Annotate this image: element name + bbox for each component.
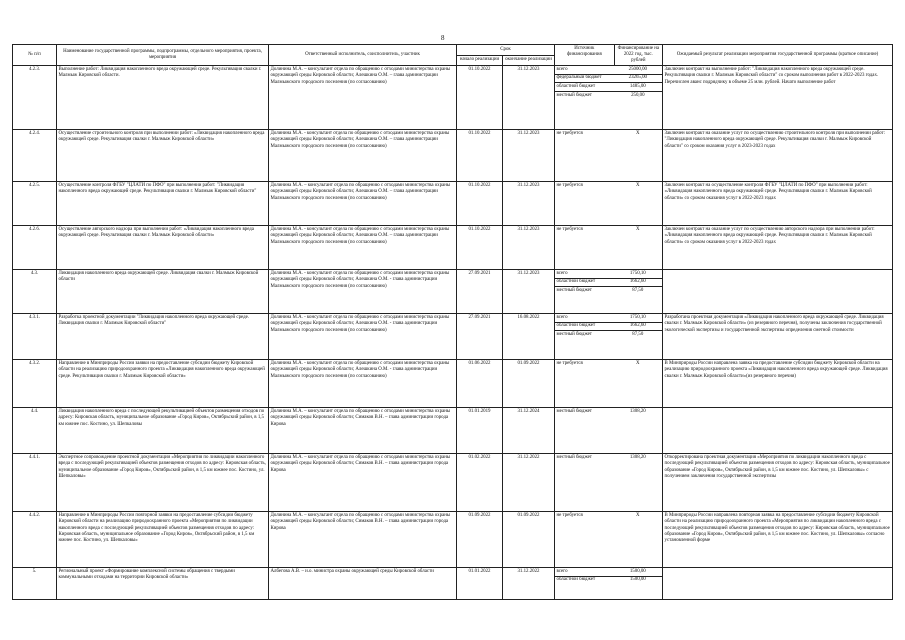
- financing-source: местный бюджет: [556, 288, 592, 294]
- row-financing: [555, 408, 663, 454]
- row-result: [663, 568, 893, 600]
- row-financing: [555, 314, 663, 360]
- table-row: [13, 360, 893, 408]
- row-result: Заключен контракт на оказание услуг по осуществлению строительного контроля при выполнении работ: "Ликвидация накопленного вреда окружающей среде. Рекультивация свалки г. Малмыж Кировской области" со сроком оказания услуг в 2023-2023 годах: [663, 130, 893, 182]
- table-row: [13, 66, 893, 130]
- financing-line: [555, 568, 662, 576]
- financing-source: всего: [555, 270, 614, 278]
- financing-line: [555, 322, 662, 331]
- row-name: Ликвидация накопленного вреда окружающей среде. Ликвидация свалки г. Малмыж Кировской области: [57, 270, 269, 314]
- table-body: [13, 66, 893, 600]
- row-number: 5.: [13, 568, 57, 600]
- financing-amount: 25000,00: [614, 66, 662, 74]
- table-row: [13, 226, 893, 270]
- row-result: Разработана проектная документация «Ликвидация накопленного вреда окружающей среде. Ликвидация свалки г. Малмыж Кировской области» (из резервного перечня), получены заключения государственной экологической экспертизы и государственной экспертизы определения сметной стоимости: [663, 314, 893, 360]
- row-name: Экспертное сопровождение проектной документации «Мероприятия по ликвидации накопленного вреда с последующей рекультивацией объектов размещения отходов по адресу: Кировская область, муниципальное образование «Город Киров», Октябрьский район, в 1,5 км южнее пос. Костино, ул. Шепкаловы»: [57, 454, 269, 512]
- financing-amount: Х: [636, 226, 640, 232]
- row-result: Заключен контракт на выполнение работ: "Ликвидация накопленного вреда окружающей среде. Рекультивация свалки г. Малмыж Кировской области" со сроком выполнения работ в 2022-2023 годах. Перечислен аванс подрядчику в объеме 25 млн. рублей. Начато выполнение работ: [663, 66, 893, 130]
- row-executor: Долинина М.А. – консультант отдела по обращению с отходами министерства охраны окружающей среды Кировской области; Симаков В.Н. – глава администрации города Кирова: [269, 454, 457, 512]
- row-end: 31.12.2024: [503, 408, 555, 454]
- row-financing: [555, 130, 663, 182]
- financing-source: всего: [555, 568, 614, 576]
- row-start: 01.02.2022: [457, 454, 503, 512]
- row-executor: Долинина М.А. - консультант отдела по обращению с отходами министерства охраны окружающей среды Кировской области; Алешкина О.М. - глава администрации Малмыжского городского поселения (по согласованию): [269, 360, 457, 408]
- financing-source: всего: [555, 66, 614, 74]
- row-number: 4.3.1.: [13, 314, 57, 360]
- header-result: Ожидаемый результат реализации мероприятия государственной программы (краткое описание): [663, 45, 893, 66]
- financing-source: не требуется: [556, 130, 583, 136]
- financing-amount: Х: [636, 512, 640, 518]
- row-name: Региональный проект «Формирование комплексной системы обращения с твердыми коммунальными отходами на территории Кировской области»: [57, 568, 269, 600]
- row-start: 27.09.2021: [457, 270, 503, 314]
- row-financing: [555, 182, 663, 226]
- header-no: № п/п: [13, 45, 57, 66]
- financing-line: [555, 83, 662, 92]
- financing-amount: 1308,20: [629, 454, 646, 460]
- row-number: 4.4.2.: [13, 512, 57, 568]
- header-financing: [555, 45, 663, 66]
- row-start: 01.10.2022: [457, 66, 503, 130]
- row-name: Ликвидация накопленного вреда с последующей рекультивацией объектов размещения отходов по адресу: Кировская область, муниципальное образование «Город Киров», Октябрьский район, в 1,5 км южнее пос. Костино, ул. Шепкаловы: [57, 408, 269, 454]
- row-end: 31.12.2022: [503, 454, 555, 512]
- row-executor: Долинина М.А. – консультант отдела по обращению с отходами министерства охраны окружающей среды Кировской области; Алешкина О.М. – глава администрации Малмыжского городского поселения (по согласованию): [269, 182, 457, 226]
- header-term: Срок: [457, 45, 555, 56]
- financing-source: областной бюджет: [555, 322, 614, 331]
- financing-amount: 87,50: [632, 332, 644, 338]
- financing-amount: Х: [636, 182, 640, 188]
- row-end: 31.12.2023: [503, 66, 555, 130]
- row-end: 16.08.2022: [503, 314, 555, 360]
- financing-line: [555, 182, 662, 190]
- row-number: 4.4.1.: [13, 454, 57, 512]
- financing-source: областной бюджет: [555, 83, 614, 92]
- row-end: 31.12.2023: [503, 226, 555, 270]
- row-start: 27.09.2021: [457, 314, 503, 360]
- table-row: [13, 182, 893, 226]
- row-name: Направление в Минприроды России заявки на предоставление субсидии бюджету Кировской области на реализацию природоохранного проекта «Ликвидация накопленного вреда окружающей среде. Рекультивация свалки г. Малмыж Кировской области»: [57, 360, 269, 408]
- financing-source: всего: [555, 314, 614, 322]
- row-executor: Долинина М.А. - консультант отдела по обращению с отходами министерства охраны окружающей среды Кировской области; Алешкина О.М. – глава администрации Малмыжского городского поселения (по согласованию): [269, 226, 457, 270]
- row-executor: Долинина М.А. – консультант отдела по обращению с отходами министерства охраны окружающей среды Кировской области; Симаков В.Н. – глава администрации города Кирова: [269, 408, 457, 454]
- row-financing: [555, 568, 663, 600]
- financing-line: [555, 226, 662, 234]
- row-start: 01.06.2022: [457, 360, 503, 408]
- financing-amount: 1308,20: [629, 408, 646, 414]
- table-row: [13, 454, 893, 512]
- financing-source: не требуется: [556, 360, 583, 366]
- financing-amount: 1500,00: [629, 577, 646, 583]
- financing-line: [555, 130, 662, 138]
- row-financing: [555, 360, 663, 408]
- page-number: 8: [441, 34, 445, 42]
- row-start: 01.09.2022: [457, 512, 503, 568]
- financing-source: не требуется: [556, 512, 583, 518]
- header-fin-amount: Финансирование на 2022 год, тыс. рублей: [617, 45, 660, 64]
- row-name: Выполнение работ: Ликвидация накопленного вреда окружающей среде. Рекультивация свалки г. Малмыж Кировской области.: [57, 66, 269, 130]
- row-executor: Долинина М.А. - консультант отдела по обращению с отходами министерства охраны окружающей среды Кировской области; Алешкина О.М. - глава администрации Малмыжского городского поселения (по согласованию): [269, 314, 457, 360]
- row-end: 31.12.2022: [503, 568, 555, 600]
- row-financing: [555, 454, 663, 512]
- row-executor: Долинина М.А. - консультант отдела по обращению с отходами министерства охраны окружающей среды Кировской области; Алешкина О.М. - глава администрации Малмыжского городского поселения (по согласованию): [269, 270, 457, 314]
- financing-line: [555, 66, 662, 74]
- row-end: 31.12.2023: [503, 130, 555, 182]
- row-end: 01.09.2022: [503, 360, 555, 408]
- header-start: начало реализации: [457, 55, 503, 66]
- financing-line: [555, 576, 662, 584]
- row-end: 31.12.2023: [503, 270, 555, 314]
- row-number: 4.2.6.: [13, 226, 57, 270]
- financing-line: [555, 287, 662, 295]
- row-result: [663, 408, 893, 454]
- row-start: 01.10.2022: [457, 182, 503, 226]
- row-start: 01.10.2022: [457, 130, 503, 182]
- row-executor: Албегова А.В. – и.о. министра охраны окружающей среды Кировской области: [269, 568, 457, 600]
- financing-source: не требуется: [556, 182, 583, 188]
- header-row: [13, 45, 893, 56]
- financing-amount: 23265,00: [614, 74, 662, 83]
- table-row: [13, 568, 893, 600]
- financing-amount: 1750,10: [614, 270, 662, 278]
- financing-line: [555, 454, 662, 462]
- row-number: 4.2.5.: [13, 182, 57, 226]
- financing-source: местный бюджет: [556, 92, 592, 98]
- financing-amount: 1662,60: [614, 322, 662, 331]
- row-executor: Долинина М.А. – консультант отдела по обращению с отходами министерства охраны окружающей среды Кировской области; Симаков В.Н. – глава администрации города Кирова: [269, 512, 457, 568]
- header-source: Источник финансирования: [555, 45, 614, 65]
- financing-amount: 1500,00: [614, 568, 662, 576]
- table-row: [13, 512, 893, 568]
- table-row: [13, 130, 893, 182]
- financing-amount: 1485,00: [614, 83, 662, 92]
- row-result: Заключен контракт на осуществление контроля ФГБУ "ЦЛАТИ по ПФО" при выполнении работ: «Ликвидация накопленного вреда окружающей среде. Рекультивация свалки г. Малмыж Кировской области» со сроком оказания услуг в 2022-2023 годах: [663, 182, 893, 226]
- row-result: Откорректирована проектная документация «Мероприятия по ликвидации накопленного вреда с последующей рекультивацией объектов размещения отходов по адресу: Кировская область, муниципальное образование «Город Киров», Октябрьский район, в 1,5 км южнее пос. Костино, ул. Шепкаловы» с получением заключения государственной экспертизы: [663, 454, 893, 512]
- financing-source: местный бюджет: [556, 332, 592, 338]
- financing-amount: Х: [636, 130, 640, 136]
- table-row: [13, 270, 893, 314]
- row-number: 4.3.2.: [13, 360, 57, 408]
- row-start: 01.10.2022: [457, 226, 503, 270]
- financing-source: местный бюджет: [556, 454, 592, 460]
- row-name: Осуществление контроля ФГБУ "ЦЛАТИ по ПФО" при выполнении работ: "Ликвидация накопленного вреда окружающей среде. Рекультивация свалки г. Малмыж Кировской области": [57, 182, 269, 226]
- financing-source: областной бюджет: [556, 577, 596, 583]
- header-executor: Ответственный исполнитель, соисполнитель, участник: [269, 45, 457, 66]
- financing-line: [555, 92, 662, 100]
- row-name: Осуществление строительного контроля при выполнении работ: «Ликвидация накопленного вреда окружающей среде. Рекультивация свалки г. Малмыж Кировской области»: [57, 130, 269, 182]
- financing-line: [555, 360, 662, 368]
- program-table: [12, 44, 893, 600]
- header-name: Наименование государственной программы, подпрограммы, отдельного мероприятия, проекта, мероприятия: [57, 45, 269, 66]
- row-financing: [555, 226, 663, 270]
- financing-line: [555, 408, 662, 416]
- financing-line: [555, 270, 662, 278]
- row-financing: [555, 512, 663, 568]
- row-end: 31.12.2023: [503, 182, 555, 226]
- header-end: окончание реализации: [503, 55, 555, 66]
- row-number: 4.2.3.: [13, 66, 57, 130]
- financing-source: местный бюджет: [556, 408, 592, 414]
- financing-source: федеральный бюджет: [555, 74, 614, 83]
- financing-line: [555, 331, 662, 339]
- row-name: Разработка проектной документации "Ликвидация накопленного вреда окружающей среде. Ликвидация свалки г. Малмыж Кировской области": [57, 314, 269, 360]
- row-result: В Минприроды России направлена повторная заявка на предоставление субсидии бюджету Кировской области на реализацию природоохранного проекта «Мероприятия по ликвидации накопленного вреда с последующей рекультивацией объектов размещения отходов по адресу: Кировская область, муниципальное образование «Город Киров», Октябрьский район, в 1,5 км южнее пос. Костино, ул. Шепкаловы» согласно установленной форме: [663, 512, 893, 568]
- table-row: [13, 408, 893, 454]
- financing-amount: 1750,10: [614, 314, 662, 322]
- row-result: В Минприроды России направлена заявка на предоставление субсидии бюджету Кировской области на реализацию природоохранного проекта «Ликвидация накопленного вреда окружающей среде. Ликвидация свалки г. Малмыж Кировской области»(из резервного перечня): [663, 360, 893, 408]
- financing-line: [555, 512, 662, 520]
- financing-source: областной бюджет: [555, 278, 614, 287]
- row-result: [663, 270, 893, 314]
- financing-amount: 1662,60: [614, 278, 662, 287]
- row-executor: Долинина М.А. – консультант отдела по обращению с отходами министерства охраны окружающей среды Кировской области; Алешкина О.М. – глава администрации Малмыжского городского поселения (по согласованию): [269, 66, 457, 130]
- financing-amount: 250,00: [631, 92, 645, 98]
- row-end: 01.09.2022: [503, 512, 555, 568]
- financing-source: не требуется: [556, 226, 583, 232]
- row-name: Осуществление авторского надзора при выполнении работ: «Ликвидация накопленного вреда окружающей среде. Рекультивация свалки г. Малмыж Кировской области»: [57, 226, 269, 270]
- row-number: 4.2.4.: [13, 130, 57, 182]
- financing-line: [555, 74, 662, 83]
- row-start: 01.01.2022: [457, 568, 503, 600]
- row-number: 4.4.: [13, 408, 57, 454]
- row-financing: [555, 270, 663, 314]
- row-executor: Долинина М.А. - консультант отдела по обращению с отходами министерства охраны окружающей среды Кировской области; Алешкина О.М. – глава администрации Малмыжского городского поселения (по согласованию): [269, 130, 457, 182]
- row-start: 01.01.2019: [457, 408, 503, 454]
- financing-line: [555, 314, 662, 322]
- row-name: Направление в Минприроды России повторной заявки на предоставление субсидии бюджету Кировской области на реализацию природоохранного проекта «Мероприятия по ликвидации накопленного вреда с последующей рекультивацией объектов размещения отходов по адресу: Кировская область, муниципальное образование «Город Киров», Октябрьский район, в 1,5 км южнее пос. Костино, ул. Шепкаловы»: [57, 512, 269, 568]
- row-financing: [555, 66, 663, 130]
- financing-amount: 87,50: [632, 288, 644, 294]
- row-number: 4.3.: [13, 270, 57, 314]
- financing-amount: Х: [636, 360, 640, 366]
- row-result: Заключен контракт на оказание услуг по осуществлению авторского надзора при выполнении работ: «Ликвидация накопленного вреда окружающей среде. Рекультивация свалки г. Малмыж Кировской области» со сроком оказания услуг в 2022-2023 годах: [663, 226, 893, 270]
- financing-line: [555, 278, 662, 287]
- table-row: [13, 314, 893, 360]
